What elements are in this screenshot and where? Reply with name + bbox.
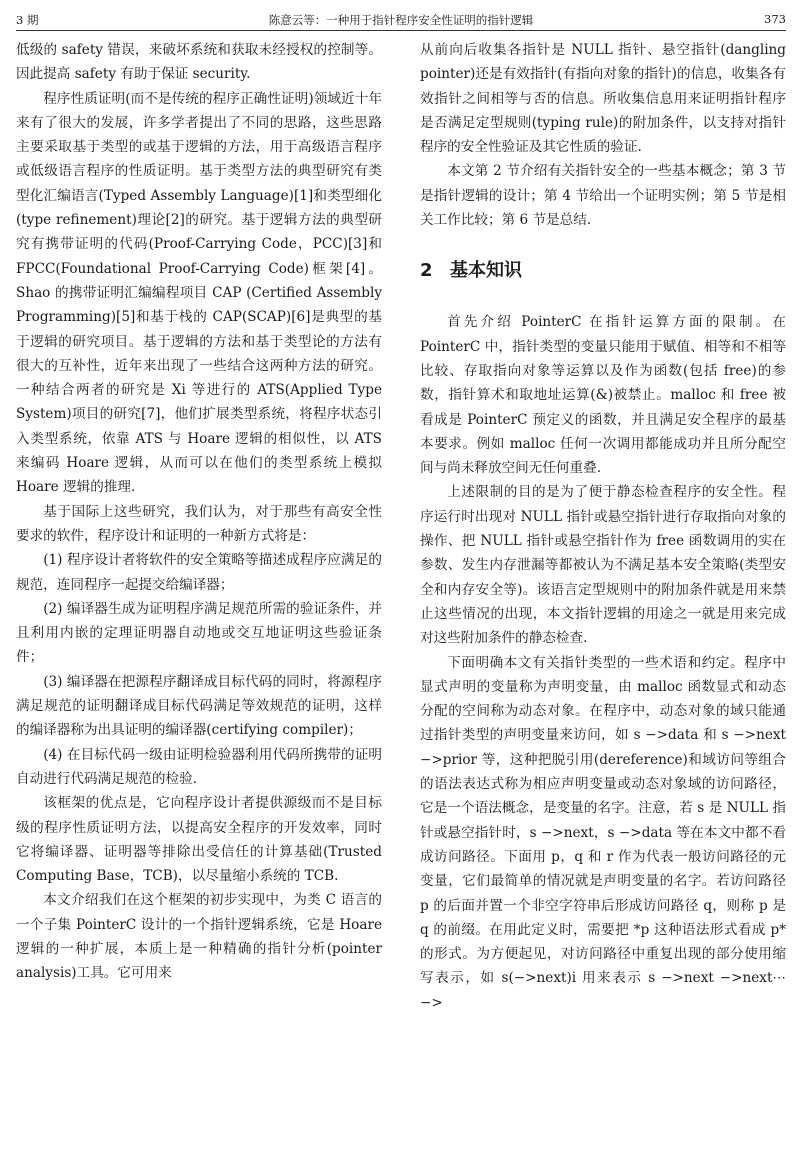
paragraph: 从前向后收集各指针是 NULL 指针、悬空指针(dangling pointer)还是有效指针(有指向对象的指针)的信息，收集各有效指针之间相等与否的信息。所收集信息用来证明指针程序是否满足定型规则(typing rule)的附加条件，以支持对指针程序的安全性验证及其它性质的验证. — [420, 42, 786, 156]
list-item: (2) 编译器生成为证明程序满足规范所需的验证条件，并且利用内嵌的定理证明器自动地或交互地证明这些验证条件； — [16, 600, 382, 666]
section-heading — [420, 258, 786, 284]
paragraph: 本文第 2 节介绍有关指针安全的一些基本概念；第 3 节是指针逻辑的设计；第 4 节给出一个证明实例；第 5 节是相关工作比较；第 6 节是总结. — [420, 163, 786, 229]
paragraph: 基于国际上这些研究，我们认为，对于那些有高安全性要求的软件，程序设计和证明的一种新方式将是： — [16, 503, 382, 544]
list-item: (3) 编译器在把源程序翻译成目标代码的同时，将源程序满足规范的证明翻译成目标代码满足等效规范的证明，这样的编译器称为出具证明的编译器(certifying compiler)； — [16, 673, 382, 739]
paragraph: 下面明确本文有关指针类型的一些术语和约定。程序中显式声明的变量称为声明变量，由 malloc 函数显式和动态分配的空间称为动态对象。在程序中，动态对象的域只能通过指针类型的声明变量来访问，如 s −>data 和 s −>next −>prior 等，这种把脱引用(dereference)和域访问等组合的语法表达式称为相应声明变量或动态对象域的访问路径，它是一个语法概念，是变量的名字。注意，若 s 是 NULL 指针或悬空指针时，s −>next，s −>data 等在本文中都不看成访问路径。下面用 p，q 和 r 作为代表一般访问路径的元变量，它们最简单的情况就是声明变量的名字。若访问路径 p 的后面并置一个非空字符串后形成访问路径 q，则称 p 是 q 的前缀。在用此定义时，需要把 *p 这种语法形式看成 p* 的形式。为方便起见，对访问路径中重复出现的部分使用缩写表示，如 s(−>next)i 用来表示 s −>next −>next⋯−> — [420, 654, 786, 1011]
paragraph: 低级的 safety 错误，来破坏系统和获取未经授权的控制等。因此提高 safety 有助于保证 security. — [16, 42, 382, 83]
right-column — [420, 38, 786, 1015]
list-item: (1) 程序设计者将软件的安全策略等描述成程序应满足的规范，连同程序一起提交给编译器； — [16, 552, 382, 593]
section-title: 基本知识 — [450, 260, 522, 282]
paragraph: 该框架的优点是，它向程序设计者提供源级而不是目标级的程序性质证明方法，以提高安全程序的开发效率，同时它将编译器、证明器等排除出受信任的计算基础(Trusted Computing Base，TCB)，以尽量缩小系统的 TCB. — [16, 795, 382, 885]
left-column — [16, 38, 382, 986]
paragraph: 上述限制的目的是为了便于静态检查程序的安全性。程序运行时出现对 NULL 指针或悬空指针进行存取指向对象的操作、把 NULL 指针或悬空指针作为 free 函数调用的实在参数、发生内存泄漏等都被认为不满足基本安全策略(类型安全和内存安全等)。该语言定型规则中的附加条件就是用来禁止这些情况的出现，本文指针逻辑的用途之一就是用来完成对这些附加条件的静态检查. — [420, 484, 786, 647]
list-item: (4) 在目标代码一级由证明检验器利用代码所携带的证明自动进行代码满足规范的检验. — [16, 746, 382, 787]
running-header — [16, 8, 786, 31]
section-number: 2 — [420, 260, 433, 282]
running-title: 陈意云等：一种用于指针程序安全性证明的指针逻辑 — [268, 13, 534, 27]
paragraph: 首先介绍 PointerC 在指针运算方面的限制。在 PointerC 中，指针类型的变量只能用于赋值、相等和不相等比较、存取指向对象等运算以及作为函数(包括 free)的参数，指针算术和取地址运算(&)被禁止。malloc 和 free 被看成是 PointerC 预定义的函数，并且满足安全程序的最基本要求。例如 malloc 任何一次调用都能成功并且所分配空间与尚未释放空间无任何重叠. — [420, 314, 786, 477]
paragraph: 本文介绍我们在这个框架的初步实现中，为类 C 语言的一个子集 PointerC 设计的一个指针逻辑系统，它是 Hoare 逻辑的一种扩展，本质上是一种精确的指针分析(pointer analysis)工具。它可用来 — [16, 892, 382, 982]
page-number: 373 — [764, 12, 786, 26]
issue-number: 3 期 — [16, 13, 39, 27]
paragraph: 程序性质证明(而不是传统的程序正确性证明)领域近十年来有了很大的发展，许多学者提出了不同的思路，这些思路主要采取基于类型的或基于逻辑的方法，用于高级语言程序或低级语言程序的性质证明。基于类型方法的典型研究有类型化汇编语言(Typed Assembly Language)[1]和类型细化(type refinement)理论[2]的研究。基于逻辑方法的典型研究有携带证明的代码(Proof-Carrying Code，PCC)[3]和 FPCC(Foundational Proof-Carrying Code)框架[4]。Shao 的携带证明汇编编程项目 CAP (Certified Assembly Programming)[5]和基于栈的 CAP(SCAP)[6]是典型的基于逻辑的研究项目。基于逻辑的方法和基于类型论的方法有很大的互补性，近年来出现了一些结合这两种方法的研究。一种结合两者的研究是 Xi 等进行的 ATS(Applied Type System)项目的研究[7]，他们扩展类型系统，将程序状态引入类型系统，依靠 ATS 与 Hoare 逻辑的相似性，以 ATS 来编码 Hoare 逻辑，从而可以在他们的类型系统上模拟 Hoare 逻辑的推理. — [16, 90, 382, 496]
